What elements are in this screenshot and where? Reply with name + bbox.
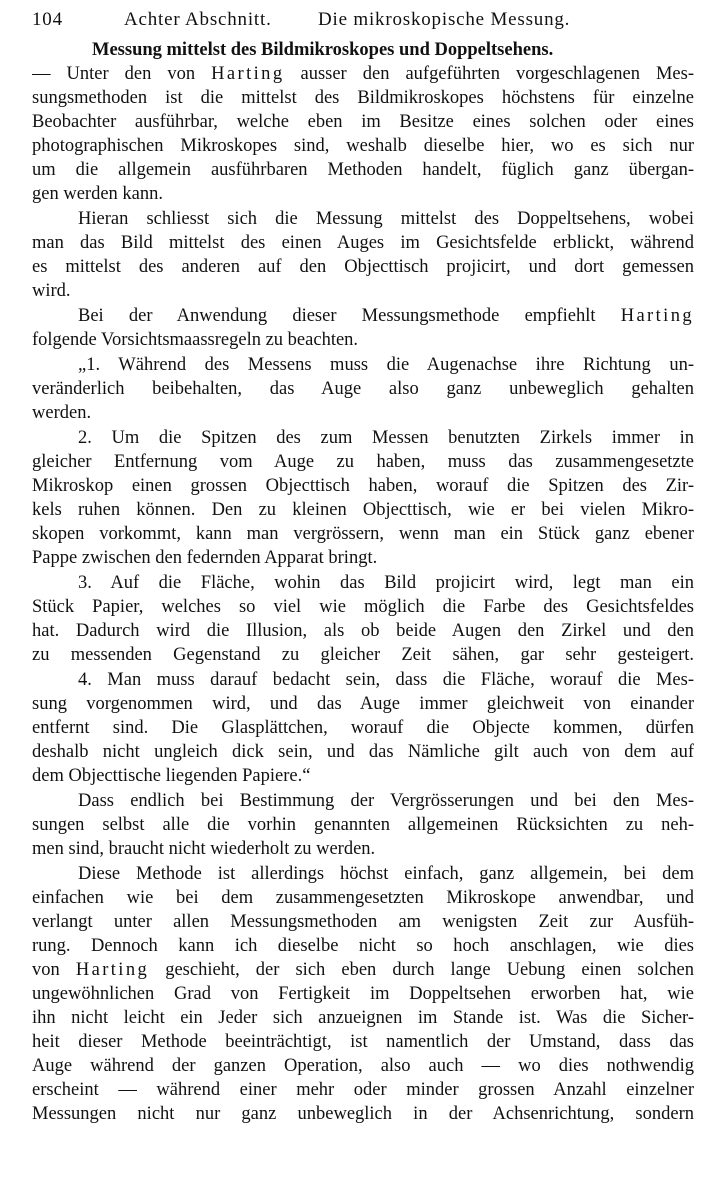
text-line: heit dieser Methode beeinträchtigt, ist namentlich der Umstand, dass das <box>32 1032 694 1052</box>
text-line: einfachen wie bei dem zusammengesetzten Mikroskope anwendbar, und <box>32 888 694 908</box>
text-line: erscheint — während einer mehr oder minder grossen Anzahl einzelner <box>32 1080 694 1100</box>
text-line: man das Bild mittelst des einen Auges im Gesichtsfelde erblickt, während <box>32 233 694 253</box>
text-line: ungewöhnlichen Grad von Fertigkeit im Doppeltsehen erworben hat, wie <box>32 984 694 1004</box>
text-line: zu messenden Gegenstand zu gleicher Zeit sähen, gar sehr gesteigert. <box>32 645 694 665</box>
text-line: sungen selbst alle die vorhin genannten allgemeinen Rücksichten zu neh- <box>32 815 694 835</box>
text-line: photographischen Mikroskopes sind, weshalb dieselbe hier, wo es sich nur <box>32 136 694 156</box>
text-line: Stück Papier, welches so viel wie möglich die Farbe des Gesichtsfeldes <box>32 597 694 617</box>
text-line: es mittelst des anderen auf den Objecttisch projicirt, und dort gemessen <box>32 257 694 277</box>
text-line: kels ruhen können. Den zu kleinen Objecttisch, wie er bei vielen Mikro- <box>32 500 694 520</box>
text-line: entfernt sind. Die Glasplättchen, worauf die Objecte kommen, dürfen <box>32 718 694 738</box>
text-line: men sind, braucht nicht wiederholt zu werden. <box>32 839 376 859</box>
text-line: sung vorgenommen wird, und das Auge immer gleichweit von einander <box>32 694 694 714</box>
running-head <box>32 9 696 33</box>
running-title: Die mikroskopische Messung. <box>318 9 571 30</box>
text-line: 4. Man muss darauf bedacht sein, dass die Fläche, worauf die Mes- <box>78 670 694 690</box>
text-line: Beobachter ausführbar, welche eben im Besitze eines solchen oder eines <box>32 112 694 132</box>
author-name: Harting <box>75 960 150 980</box>
text-line: sungsmethoden ist die mittelst des Bildmikroskopes höchstens für einzelne <box>32 88 694 108</box>
text-line: Pappe zwischen den federnden Apparat bringt. <box>32 548 378 568</box>
text-line: veränderlich beibehalten, das Auge also ganz unbeweglich gehalten <box>32 379 694 399</box>
text-line: Dass endlich bei Bestimmung der Vergrösserungen und bei den Mes- <box>78 791 694 811</box>
text-line: „1. Während des Messens muss die Augenachse ihre Richtung un- <box>78 355 694 375</box>
text-line: Bei der Anwendung dieser Messungsmethode empfiehlt Harting <box>78 306 694 326</box>
text-line: 3. Auf die Fläche, wohin das Bild projicirt wird, legt man ein <box>78 573 694 593</box>
text-line: Auge während der ganzen Operation, also auch — wo dies nothwendig <box>32 1056 694 1076</box>
text-line: verlangt unter allen Messungsmethoden am wenigsten Zeit zur Ausfüh- <box>32 912 694 932</box>
paragraph-heading: Messung mittelst des Bildmikroskopes und Doppeltsehens. <box>92 40 554 60</box>
text-line: Diese Methode ist allerdings höchst einfach, ganz allgemein, bei dem <box>78 864 694 884</box>
text-line: ihn nicht leicht ein Jeder sich anzueignen im Stande ist. Was die Sicher- <box>32 1008 694 1028</box>
text-line: werden. <box>32 403 92 423</box>
text-line: dem Objecttische liegenden Papiere.“ <box>32 766 311 786</box>
text-line: von Harting geschieht, der sich eben durch lange Uebung einen solchen <box>32 960 694 980</box>
text-line: rung. Dennoch kann ich dieselbe nicht so hoch anschlagen, wie dies <box>32 936 694 956</box>
text-line: 2. Um die Spitzen des zum Messen benutzten Zirkels immer in <box>78 428 694 448</box>
page-number: 104 <box>32 9 63 30</box>
text-line: Messungen nicht nur ganz unbeweglich in der Achsenrichtung, sondern <box>32 1104 694 1124</box>
text-line: hat. Dadurch wird die Illusion, als ob beide Augen den Zirkel und den <box>32 621 694 641</box>
text-line: wird. <box>32 281 71 301</box>
section-title: Achter Abschnitt. <box>124 9 272 30</box>
text-line: gleicher Entfernung vom Auge zu haben, muss das zusammengesetzte <box>32 452 694 472</box>
text-line: Mikroskop einen grossen Objecttisch haben, worauf die Spitzen des Zir- <box>32 476 694 496</box>
author-name: Harting <box>211 64 285 84</box>
text-line: deshalb nicht ungleich dick sein, und das Nämliche gilt auch von dem auf <box>32 742 694 762</box>
author-name: Harting <box>620 306 694 326</box>
text-line: um die allgemein ausführbaren Methoden handelt, füglich ganz übergan- <box>32 160 694 180</box>
text-line: Hieran schliesst sich die Messung mittelst des Doppeltsehens, wobei <box>78 209 694 229</box>
text-line: folgende Vorsichtsmaassregeln zu beachten. <box>32 330 359 350</box>
text-line: gen werden kann. <box>32 184 163 204</box>
text-line <box>32 1126 694 1150</box>
text-line: — Unter den von Harting ausser den aufgeführten vorgeschlagenen Mes- <box>32 64 694 84</box>
text-line: skopen vorkommt, kann man vergrössern, wenn man ein Stück ganz ebener <box>32 524 694 544</box>
